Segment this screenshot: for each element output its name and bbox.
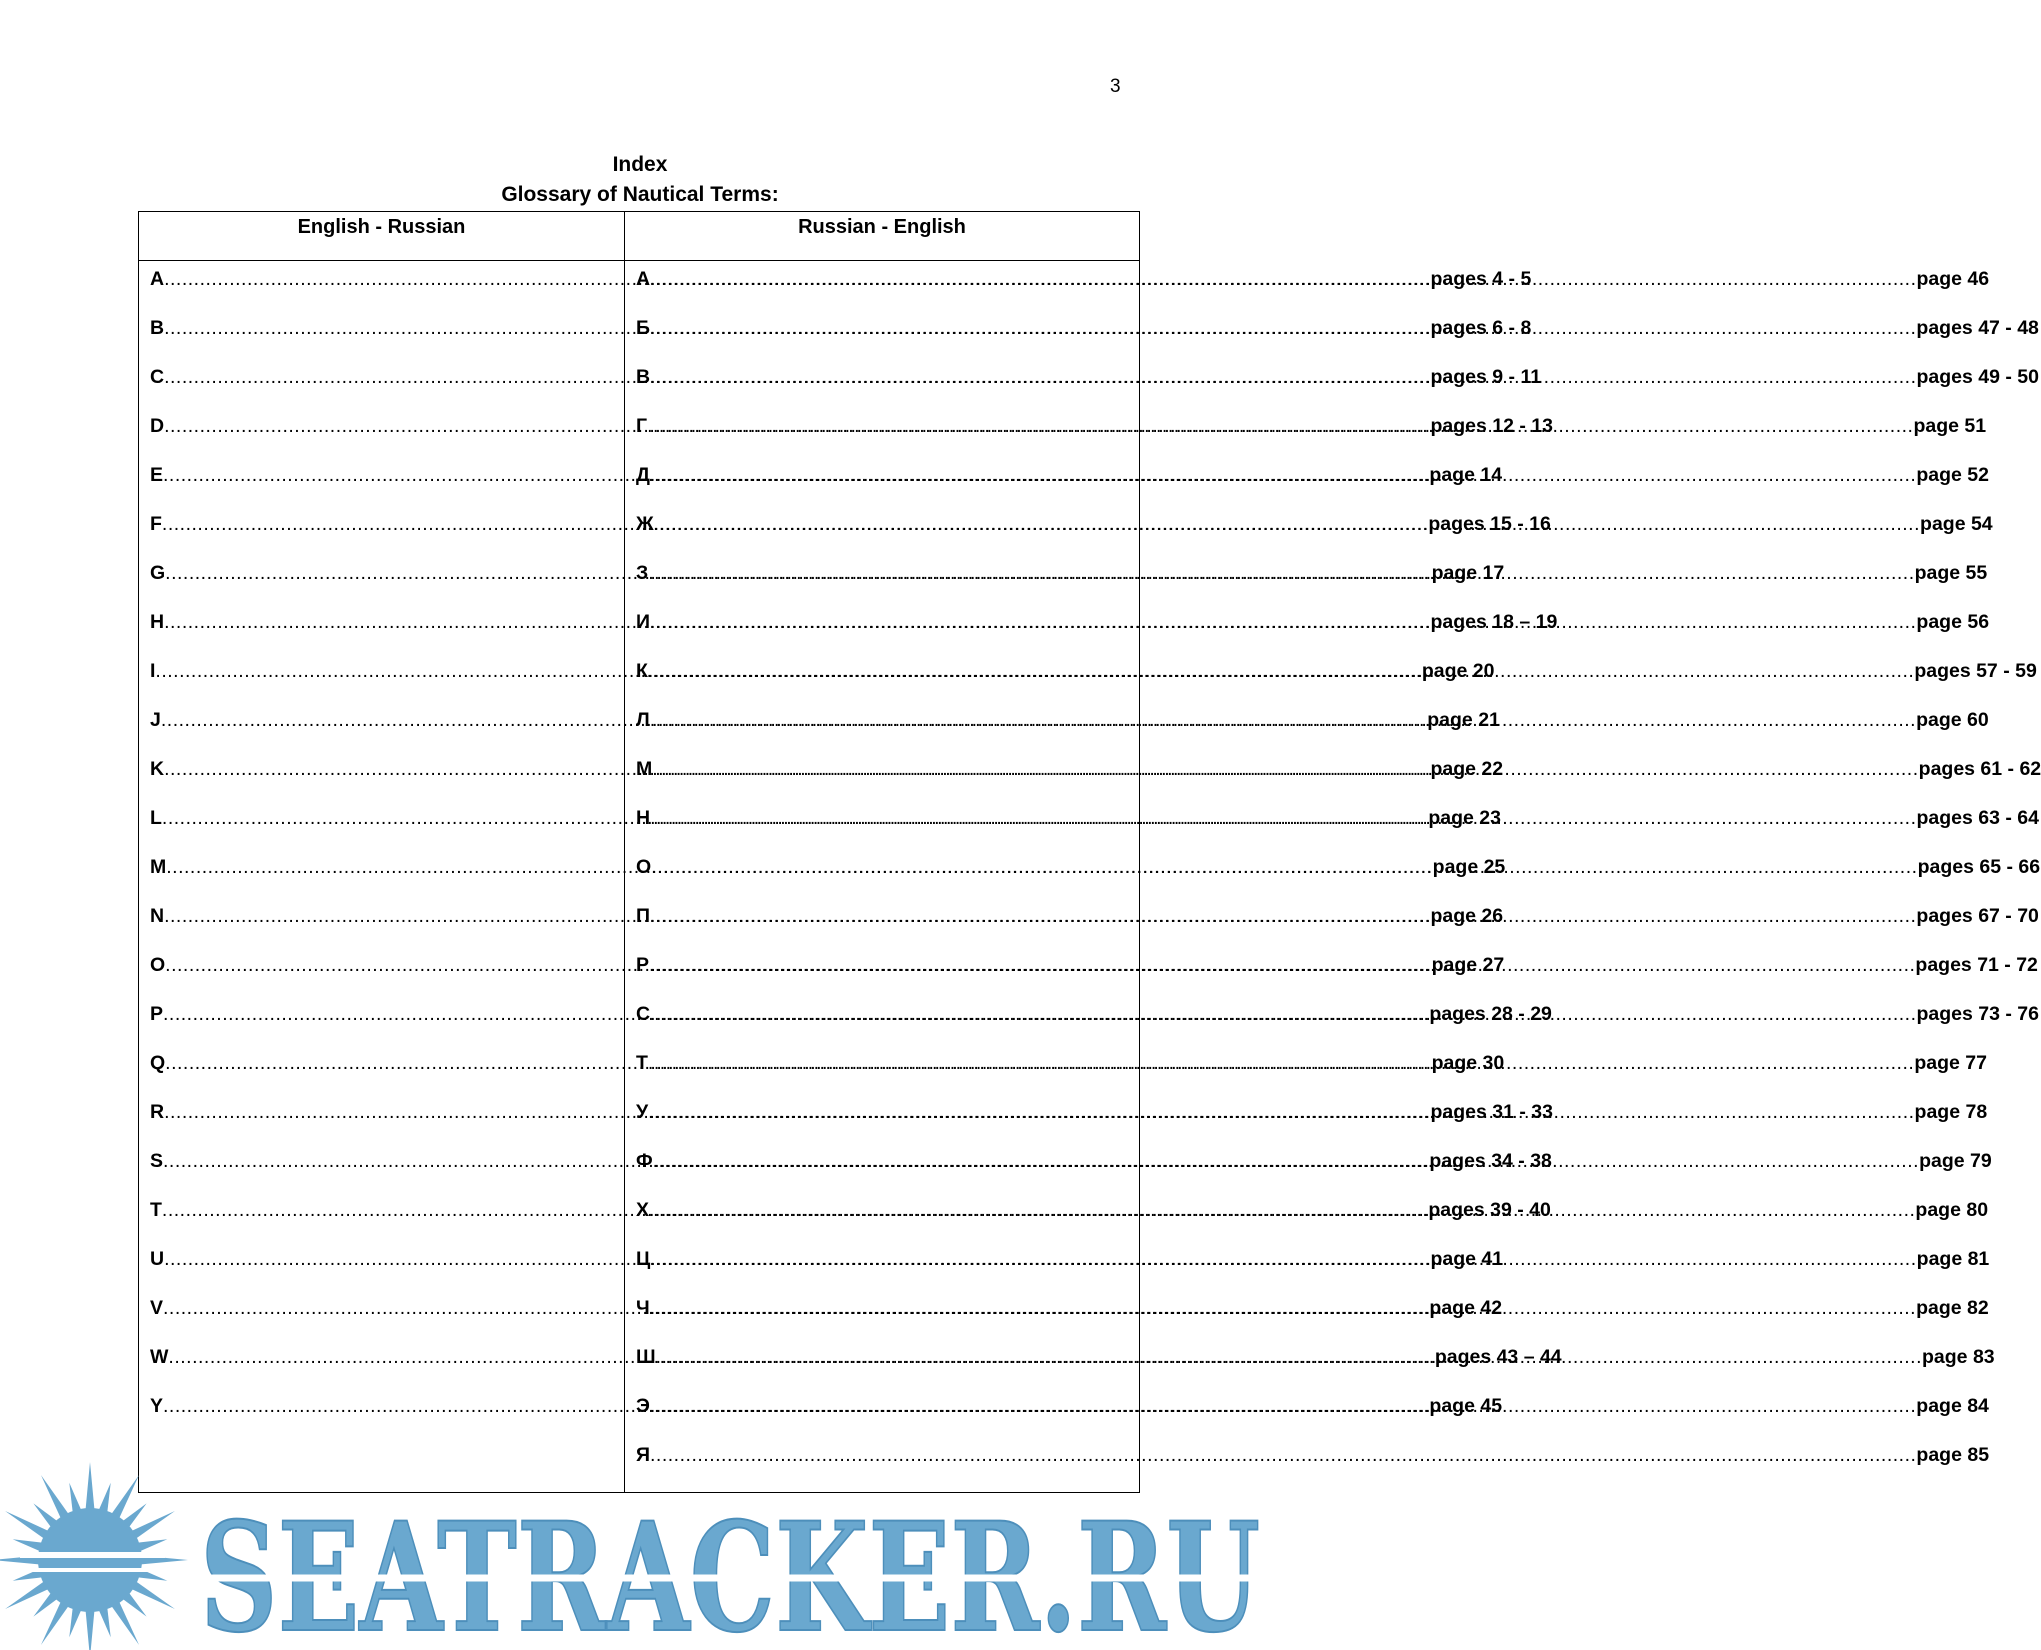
sun-ray [69,1483,81,1513]
entry-pages: page 56 [1916,611,1990,633]
dot-leader [650,1247,1916,1271]
entry-pages: page 81 [1916,1248,1990,1270]
index-entry [139,316,1532,365]
entry-pages: pages 31 - 33 [1430,1101,1553,1123]
entry-pages: pages 43 – 44 [1434,1346,1562,1368]
english-russian-column [139,261,1562,1493]
index-entry [139,512,1551,561]
entry-pages: pages 47 - 48 [1916,317,2039,339]
index-entry [139,757,1504,806]
entry-pages: page 41 [1430,1248,1504,1270]
entry-letter: Р [636,954,650,976]
entry-letter: Х [636,1199,650,1221]
entry-letter: С [636,1003,651,1025]
entry-letter: Г [636,415,648,437]
dot-leader [650,610,1916,634]
sun-ray [86,1462,95,1510]
index-entry [139,561,1505,610]
entry-letter: Ч [636,1297,650,1319]
entry-pages: pages 12 - 13 [1430,415,1553,437]
entry-pages: pages 15 - 16 [1428,513,1551,535]
entry-pages: page 83 [1922,1346,1995,1368]
entry-pages: page 17 [1431,562,1505,584]
entry-pages: page 23 [1428,807,1501,829]
dot-leader [651,855,1917,879]
entry-letter: Я [636,1444,651,1466]
entry-letter: К [636,660,648,682]
entry-letter: Q [150,1052,166,1074]
entry-letter: F [150,513,162,535]
entry-letter: N [150,905,165,927]
entry-pages: page 51 [1913,415,1987,437]
entry-pages: page 79 [1919,1150,1992,1172]
entry-pages: page 20 [1421,660,1495,682]
entry-pages: page 46 [1916,268,1990,290]
entry-letter: I [150,660,156,682]
entry-letter: Э [636,1395,650,1417]
entry-letter: C [150,366,165,388]
dot-leader [650,316,1916,340]
english-russian-list [139,261,1562,1443]
entry-letter: R [150,1101,165,1123]
entry-letter: В [636,366,651,388]
entry-pages: page 52 [1916,464,1989,486]
entry-letter: Ф [636,1150,653,1172]
entry-pages: pages 49 - 50 [1916,366,2039,388]
entry-letter: Л [636,709,650,731]
dot-leader [650,1394,1916,1418]
entry-letter: А [636,268,651,290]
index-table [138,211,2041,1493]
entry-pages: pages 4 - 5 [1430,268,1532,290]
index-entry [139,267,1532,316]
entry-letter: П [636,905,651,927]
dot-leader [648,1051,1914,1075]
index-entry [139,1198,1551,1247]
entry-letter: K [150,758,165,780]
entry-pages: page 26 [1430,905,1504,927]
entry-pages: page 21 [1427,709,1500,731]
dot-leader [647,414,1913,438]
entry-letter: О [636,856,652,878]
entry-letter: L [150,807,162,829]
index-entry [139,1247,1504,1296]
index-entry [139,1296,1503,1345]
entry-letter: Ш [636,1346,656,1368]
header-russian-english: Russian - English [625,212,1140,261]
index-entry [139,806,1501,855]
entry-letter: P [150,1003,164,1025]
sun-ray [13,1539,43,1551]
index-entry [139,1149,1552,1198]
entry-pages: page 30 [1431,1052,1505,1074]
dot-leader [649,1198,1915,1222]
dot-leader [650,806,1916,830]
entry-letter: H [150,611,165,633]
dot-leader [650,365,1916,389]
entry-pages: pages 18 – 19 [1430,611,1558,633]
sun-ray [69,1607,81,1637]
entry-pages: pages 61 - 62 [1918,758,2041,780]
entry-letter: Т [636,1052,648,1074]
sun-ray [99,1607,111,1637]
dot-leader [653,1149,1919,1173]
sun-ray [137,1539,167,1551]
entry-letter: B [150,317,165,339]
index-entry [139,1100,1553,1149]
entry-letter: T [150,1199,162,1221]
entry-letter: Н [636,807,651,829]
entry-pages: pages 9 - 11 [1430,366,1542,388]
entry-pages: pages 67 - 70 [1916,905,2039,927]
entry-letter: U [150,1248,165,1270]
entry-pages: pages 57 - 59 [1914,660,2037,682]
entry-letter: И [636,611,651,633]
entry-letter: S [150,1150,164,1172]
entry-pages: pages 63 - 64 [1916,807,2039,829]
entry-letter: V [150,1297,164,1319]
entry-letter: М [636,758,653,780]
entry-letter: Y [150,1395,164,1417]
sun-ray [86,1610,95,1650]
dot-leader [648,659,1914,683]
title-block [0,150,1275,210]
entry-pages: page 84 [1916,1395,1989,1417]
index-entry [139,1051,1505,1100]
header-english-russian: English - Russian [139,212,625,261]
index-entry [139,610,1558,659]
entry-pages: page 85 [1916,1444,1990,1466]
entry-letter: У [636,1101,649,1123]
entry-pages: pages 73 - 76 [1916,1003,2039,1025]
index-entry [139,1002,1552,1051]
entry-pages: page 22 [1430,758,1504,780]
dot-leader [650,1002,1916,1026]
entry-letter: Ц [636,1248,651,1270]
dot-leader [652,757,1918,781]
entry-pages: pages 39 - 40 [1428,1199,1551,1221]
entry-letter: O [150,954,166,976]
sun-ray [99,1483,111,1513]
index-entry [139,708,1500,757]
entry-pages: page 14 [1429,464,1503,486]
sun-logo-icon [0,1462,188,1650]
entry-pages: page 27 [1431,954,1505,976]
entry-pages: page 60 [1916,709,1989,731]
seatracker-watermark [0,1460,1275,1650]
entry-pages: pages 65 - 66 [1917,856,2041,878]
index-entry [139,904,1504,953]
page-number: 3 [1110,76,1121,97]
entry-letter: W [150,1346,169,1368]
entry-pages: page 42 [1429,1297,1503,1319]
index-entry [139,659,1495,708]
dot-leader [650,708,1916,732]
entry-letter: Д [636,464,650,486]
entry-letter: D [150,415,165,437]
dot-leader [650,904,1916,928]
entry-pages: page 77 [1914,1052,1987,1074]
entry-pages: pages 6 - 8 [1430,317,1532,339]
index-entry [139,953,1505,1002]
entry-pages: page 25 [1432,856,1506,878]
entry-letter: E [150,464,164,486]
entry-letter: M [150,856,167,878]
entry-letter: J [150,709,161,731]
entry-letter: Б [636,317,651,339]
dot-leader [649,953,1915,977]
index-entry [139,855,1506,904]
entry-letter: G [150,562,166,584]
dot-leader [648,1100,1914,1124]
dot-leader [656,1345,1922,1369]
dot-leader [648,561,1914,585]
page-title: Index [612,153,668,176]
index-entry [139,365,1542,414]
index-entry [139,463,1503,512]
entry-pages: page 78 [1914,1101,1988,1123]
entry-pages: page 54 [1920,513,1993,535]
entry-letter: Ж [636,513,654,535]
entry-letter: З [636,562,649,584]
dot-leader [654,512,1920,536]
page-subtitle: Glossary of Nautical Terms: [501,183,779,206]
dot-leader [650,1296,1916,1320]
entry-pages: pages 34 - 38 [1429,1150,1552,1172]
index-entry [139,414,1553,463]
entry-pages: pages 28 - 29 [1429,1003,1552,1025]
dot-leader [650,463,1916,487]
index-entry [139,1394,1503,1443]
entry-pages: page 55 [1914,562,1988,584]
entry-pages: page 82 [1916,1297,1989,1319]
dot-leader [650,267,1916,291]
index-entry [139,1345,1562,1394]
entry-pages: pages 71 - 72 [1915,954,2038,976]
entry-pages: page 45 [1429,1395,1503,1417]
entry-pages: page 80 [1915,1199,1989,1221]
entry-letter: A [150,268,165,290]
watermark-text: SEATRACKER.RU [200,1490,1260,1650]
